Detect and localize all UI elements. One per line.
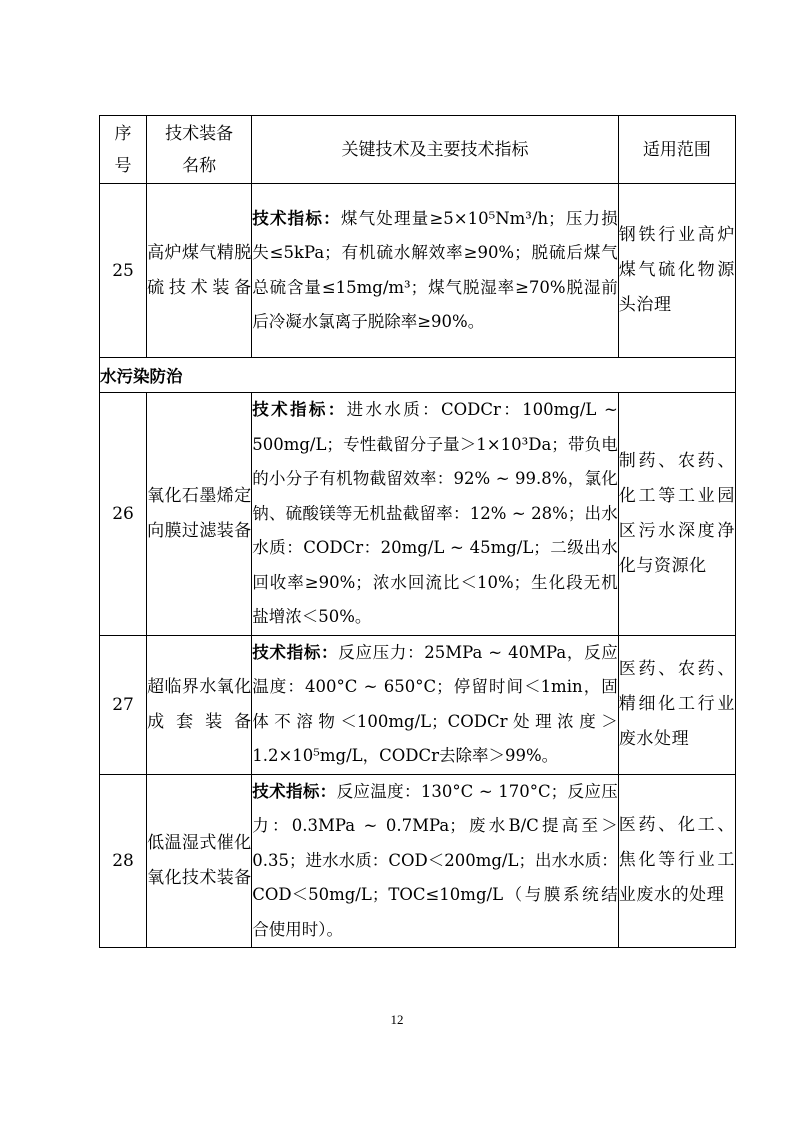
equipment-table	[99, 115, 736, 948]
indicator-label: 技术指标：	[252, 208, 341, 228]
section-title: 水污染防治	[100, 358, 736, 393]
indicator-label: 技术指标：	[252, 400, 347, 419]
row-no: 28	[100, 774, 147, 948]
indicator-label: 技术指标：	[252, 781, 337, 801]
indicator-text: 反应温度：130°C ~ 170°C；反应压力：0.3MPa ~ 0.7MPa；废水B/C提高至＞0.35；进水水质：COD＜200mg/L；出水水质：COD＜50mg/L；TOC≤10mg/L（与膜系统结合使用时）。	[252, 781, 618, 939]
indicator-text: 进水水质：CODCr：100mg/L ~ 500mg/L；专性截留分子量＞1×10³Da；带负电的小分子有机物截留效率：92% ~ 99.8%，氯化钠、硫酸镁等无机盐截留率：12% ~ 28%；出水水质：CODCr：20mg/L ~ 45mg/L；二级出水回收率≥90%；浓水回流比＜10%；生化段无机盐增浓＜50%。	[252, 400, 618, 626]
table-row	[100, 184, 736, 358]
row-scope: 医药、农药、精细化工行业废水处理	[618, 635, 735, 774]
indicator-label: 技术指标：	[252, 642, 339, 662]
table-row	[100, 635, 736, 774]
page-number: 12	[390, 1012, 404, 1027]
row-key-indicators	[252, 184, 619, 358]
row-key-indicators	[252, 393, 619, 636]
header-key: 关键技术及主要技术指标	[252, 116, 619, 184]
table-row	[100, 393, 736, 636]
row-equipment-name: 高炉煤气精脱硫技术装备	[147, 184, 252, 358]
row-no: 27	[100, 635, 147, 774]
row-equipment-name: 氧化石墨烯定向膜过滤装备	[147, 393, 252, 636]
row-equipment-name: 超临界水氧化成套装备	[147, 635, 252, 774]
header-no: 序号	[100, 116, 147, 184]
section-row	[100, 358, 736, 393]
table-row	[100, 774, 736, 948]
indicator-text: 反应压力：25MPa ~ 40MPa，反应温度：400°C ~ 650°C；停留时间＜1min，固体不溶物＜100mg/L；CODCr处理浓度＞1.2×10⁵mg/L，CODCr去除率＞99%。	[252, 642, 618, 765]
row-key-indicators	[252, 635, 619, 774]
row-scope: 钢铁行业高炉煤气硫化物源头治理	[618, 184, 735, 358]
indicator-text: 煤气处理量≥5×10⁵Nm³/h；压力损失≤5kPa；有机硫水解效率≥90%；脱硫后煤气总硫含量≤15mg/m³；煤气脱湿率≥70%脱湿前后冷凝水氯离子脱除率≥90%。	[252, 208, 618, 331]
row-no: 25	[100, 184, 147, 358]
header-scope: 适用范围	[618, 116, 735, 184]
row-scope: 医药、化工、焦化等行业工业废水的处理	[618, 774, 735, 948]
row-equipment-name: 低温湿式催化氧化技术装备	[147, 774, 252, 948]
row-scope: 制药、农药、化工等工业园区污水深度净化与资源化	[618, 393, 735, 636]
header-name: 技术装备名称	[147, 116, 252, 184]
row-key-indicators	[252, 774, 619, 948]
table-header-row	[100, 116, 736, 184]
row-no: 26	[100, 393, 147, 636]
